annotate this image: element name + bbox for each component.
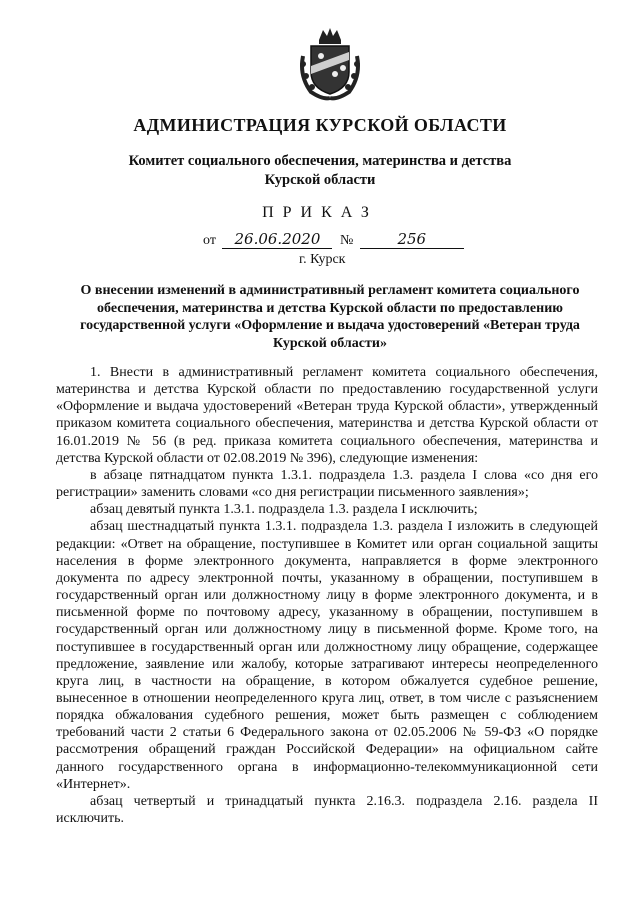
- subject-line-4: Курской области»: [273, 335, 387, 351]
- handwritten-number: 256: [360, 230, 464, 249]
- body-paragraph-1: 1. Внести в административный регламент комитета социального обеспечения, материнства и детства Курской области по предоставлению государственной услуги «Оформление и выдача удостоверений «Ветеран труда Курской области», утвержденный приказом комитета социального обеспечения, материнства и детства Курской области от 16.01.2019 № 56 (в ред. приказа комитета социального обеспечения, материнства и детства Курской области от 02.08.2019 № 396), следующие изменения:: [56, 365, 598, 466]
- handwritten-date: 26.06.2020: [222, 230, 332, 249]
- order-date-number-line: [203, 230, 464, 254]
- body-paragraph-2: в абзаце пятнадцатом пункта 1.3.1. подраздела 1.3. раздела I слова «со дня его регистрации» заменить словами «со дня регистрации письменного заявления»;: [56, 467, 598, 501]
- order-body: [56, 364, 598, 827]
- body-paragraph-3: абзац девятый пункта 1.3.1. подраздела 1.3. раздела I исключить;: [90, 502, 478, 518]
- organization-name: АДМИНИСТРАЦИЯ КУРСКОЙ ОБЛАСТИ: [133, 115, 507, 135]
- date-prefix: от: [203, 233, 216, 248]
- committee-line-1: Комитет социального обеспечения, материнства и детства: [128, 153, 512, 169]
- committee-line-2: Курской области: [264, 172, 376, 188]
- coat-of-arms-emblem: [297, 26, 363, 102]
- order-subject: [56, 282, 604, 352]
- subject-line-3: государственной услуги «Оформление и выдача удостоверений «Ветеран труда: [80, 318, 580, 333]
- number-label: №: [339, 233, 354, 248]
- body-paragraph-4: абзац шестнадцатый пункта 1.3.1. подраздела 1.3. раздела I изложить в следующей редакции: «Ответ на обращение, поступившее в Комитет или орган социальной защиты населения в форме электронного документа, направляется в форме электронного документа по адресу электронной почты, указанному в обращении, поступившем в государственный орган или должностному лицу в форме электронного документа, и в письменной форме по почтовому адресу, указанному в обращении, поступившем в государственный орган или должностному лицу в письменной форме. Кроме того, на поступившее в государственный орган или должностному лицу обращение, содержащее предложение, заявление или жалобу, которые затрагивают интересы неопределенного круга лиц, в частности на обращение, в котором обжалуется судебное решение, вынесенное в отношении неопределенного круга лиц, ответ, в том числе с разъяснением порядка обжалования судебного решения, может быть размещен с соблюдением требований части 2 статьи 6 Федерального закона от 02.05.2006 № 59-ФЗ «О порядке рассмотрения обращений граждан Российской Федерации» на официальном сайте данного государственного органа в информационно-телекоммуникационной сети «Интернет».: [56, 519, 598, 792]
- order-title: ПРИКАЗ: [262, 204, 378, 221]
- subject-line-1: О внесении изменений в административный регламент комитета социального: [80, 283, 580, 298]
- body-paragraph-5: абзац четвертый и тринадцатый пункта 2.16.3. подраздела 2.16. раздела II исключить.: [56, 793, 598, 827]
- subject-line-2: обеспечения, материнства и детства Курской области по предоставлению: [97, 300, 563, 316]
- city-name: г. Курск: [299, 252, 346, 267]
- committee-name: [0, 152, 640, 190]
